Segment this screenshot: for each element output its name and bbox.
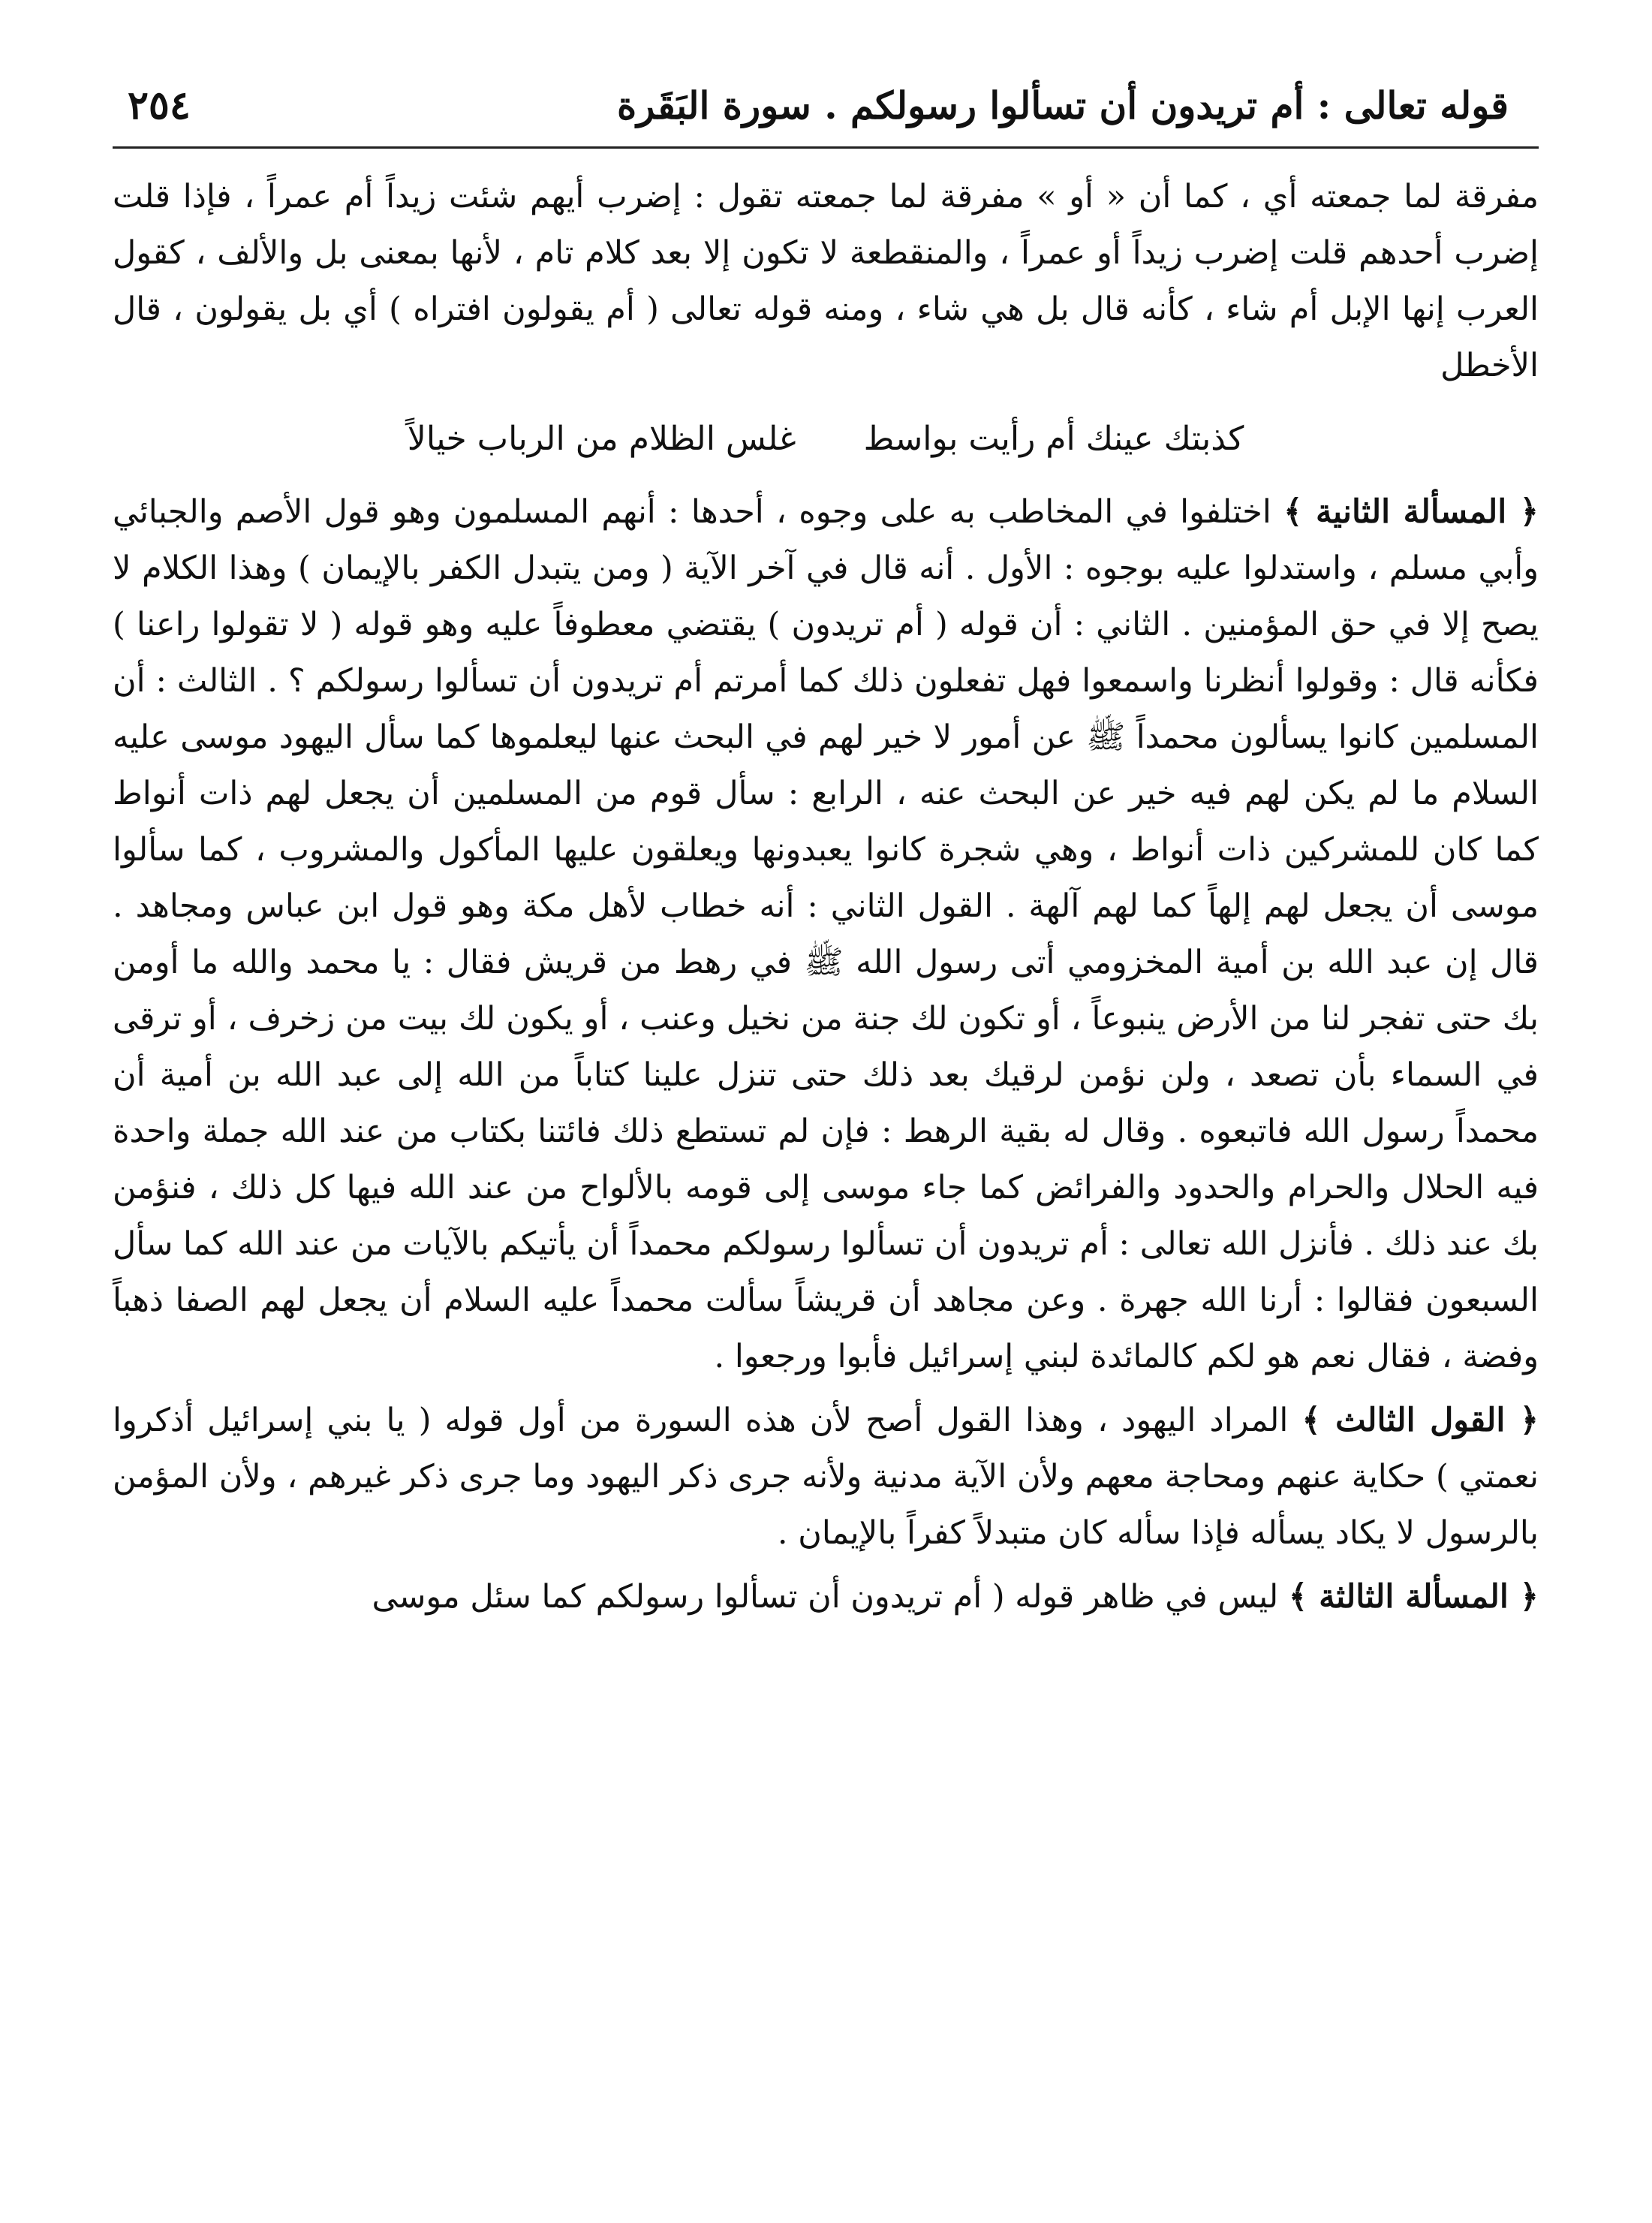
section-third-opinion: [113, 1393, 1539, 1562]
section-third-issue: [113, 1569, 1539, 1625]
verse-first-hemistich: كذبتك عينك أم رأيت بواسط: [863, 420, 1244, 458]
section-heading: ﴿ المسألة الثالثة ﴾: [1288, 1578, 1539, 1616]
section-heading: ﴿ القول الثالث ﴾: [1301, 1402, 1539, 1439]
page-number: ٢٥٤: [128, 82, 191, 128]
paragraph-text: مفرقة لما جمعته أي ، كما أن « أو » مفرقة لما جمعته تقول : إضرب أيهم شئت زيداً أم عمراً ، فإذا قلت إضرب أحدهم قلت إضرب زيداً أو عمراً ، والمنقطعة لا تكون إلا بعد كلام تام ، لأنها بمعنى بل والألف ، كقول العرب إنها الإبل أم شاء ، كأنه قال بل هي شاء ، ومنه قوله تعالى ( أم يقولون افتراه ) أي بل يقولون ، قال الأخطل: [113, 178, 1539, 384]
book-page: [113, 68, 1539, 2185]
verse-second-hemistich: غلس الظلام من الرباب خيالاً: [407, 420, 796, 458]
poetry-verse: [113, 409, 1539, 469]
page-header: [128, 75, 1509, 135]
section-text: المراد اليهود ، وهذا القول أصح لأن هذه السورة من أول قوله ( يا بني إسرائيل أذكروا نعمتي ) حكاية عنهم ومحاجة معهم ولأن الآية مدنية ولأنه جرى ذكر اليهود وما جرى ذكر غيرهم ، ولأن المؤمن بالرسول لا يكاد يسأله فإذا سأله كان متبدلاً كفراً بالإيمان .: [113, 1402, 1539, 1552]
section-second-issue: [113, 484, 1539, 1385]
running-title: قوله تعالى : أم تريدون أن تسألوا رسولكم . سورة البَقَرة: [617, 83, 1509, 128]
header-rule: [113, 146, 1539, 149]
page-body: [113, 169, 1539, 2185]
paragraph-intro: [113, 169, 1539, 394]
section-text: اختلفوا في المخاطب به على وجوه ، أحدها : أنهم المسلمون وهو قول الأصم والجبائي وأبي مسلم ، واستدلوا عليه بوجوه : الأول . أنه قال في آخر الآية ( ومن يتبدل الكفر بالإيمان ) وهذا الكلام لا يصح إلا في حق المؤمنين . الثاني : أن قوله ( أم تريدون ) يقتضي معطوفاً عليه وهو قوله ( لا تقولوا راعنا ) فكأنه قال : وقولوا أنظرنا واسمعوا فهل تفعلون ذلك كما أمرتم أم تريدون أن تسألوا رسولكم ؟ . الثالث : أن المسلمين كانوا يسألون محمداً ﷺ عن أمور لا خير لهم في البحث عنها ليعلموها كما سأل اليهود موسى عليه السلام ما لم يكن لهم فيه خير عن البحث عنه ، الرابع : سأل قوم من المسلمين أن يجعل لهم ذات أنواط كما كان للمشركين ذات أنواط ، وهي شجرة كانوا يعبدونها ويعلقون عليها المأكول والمشروب ، كما سألوا موسى أن يجعل لهم إلهاً كما لهم آلهة . القول الثاني : أنه خطاب لأهل مكة وهو قول ابن عباس ومجاهد . قال إن عبد الله بن أمية المخزومي أتى رسول الله ﷺ في رهط من قريش فقال : يا محمد والله ما أومن بك حتى تفجر لنا من الأرض ينبوعاً ، أو تكون لك جنة من نخيل وعنب ، أو يكون لك بيت من زخرف ، أو ترقى في السماء بأن تصعد ، ولن نؤمن لرقيك بعد ذلك حتى تنزل علينا كتاباً من الله إلى عبد الله بن أمية أن محمداً رسول الله فاتبعوه . وقال له بقية الرهط : فإن لم تستطع ذلك فائتنا بكتاب من عند الله جملة واحدة فيه الحلال والحرام والحدود والفرائض كما جاء موسى إلى قومه بالألواح من عند الله فيها كل ذلك ، فنؤمن بك عند ذلك . فأنزل الله تعالى : أم تريدون أن تسألوا رسولكم محمداً أن يأتيكم بالآيات من عند الله كما سأل السبعون فقالوا : أرنا الله جهرة . وعن مجاهد أن قريشاً سألت محمداً عليه السلام أن يجعل لهم الصفا ذهباً وفضة ، فقال نعم هو لكم كالمائدة لبني إسرائيل فأبوا ورجعوا .: [113, 493, 1539, 1375]
section-text: ليس في ظاهر قوله ( أم تريدون أن تسألوا رسولكم كما سئل موسى: [372, 1578, 1279, 1616]
section-heading: ﴿ المسألة الثانية ﴾: [1283, 493, 1539, 531]
